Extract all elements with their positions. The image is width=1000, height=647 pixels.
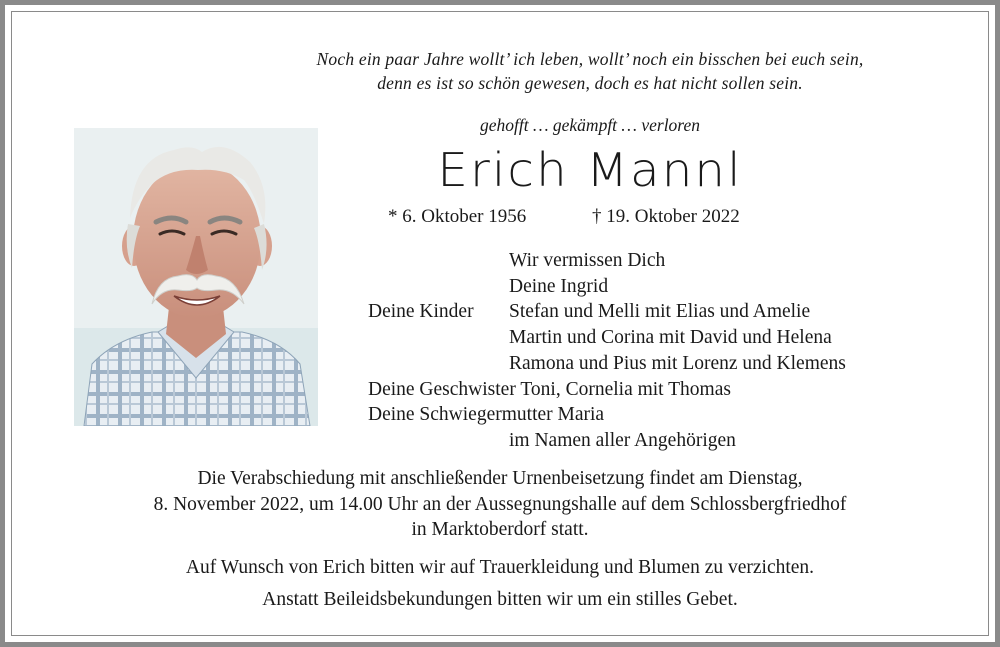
portrait-photo xyxy=(74,128,318,426)
family-request xyxy=(40,552,960,616)
mourner-label-empty xyxy=(368,325,509,351)
mourner-intro: Wir vermissen Dich xyxy=(509,250,666,271)
verse-line: denn es ist so schön gewesen, doch es hat nicht sollen sein. xyxy=(377,73,803,93)
mourner-closing: im Namen aller Angehörigen xyxy=(509,429,736,451)
mourner-label-empty xyxy=(368,428,509,454)
funeral-notice xyxy=(40,466,960,543)
child-family: Martin und Corina mit David und Helena xyxy=(509,327,832,349)
mourner-label-empty xyxy=(368,248,509,274)
deceased-name: Erich Mannl xyxy=(437,143,743,197)
mourner-label-empty xyxy=(368,351,509,377)
poem-verse xyxy=(230,47,950,95)
mourners-list xyxy=(368,248,928,454)
mourner-row xyxy=(368,377,928,403)
portrait-illustration xyxy=(74,128,318,426)
child-family: Stefan und Melli mit Elias und Amelie xyxy=(509,301,811,323)
death-date: † 19. Oktober 2022 xyxy=(592,206,740,227)
mourner-row xyxy=(368,299,928,325)
mourner-row xyxy=(368,351,928,377)
children-label: Deine Kinder xyxy=(368,301,474,323)
mother-in-law: Deine Schwiegermutter Maria xyxy=(368,404,605,426)
siblings-names: Toni, Cornelia mit Thomas xyxy=(520,378,731,400)
funeral-line: Die Verabschiedung mit anschließender Urnenbeisetzung findet am Dienstag, xyxy=(197,468,803,489)
motto: gehofft … gekämpft … verloren xyxy=(479,115,700,135)
request-line: Auf Wunsch von Erich bitten wir auf Trauerkleidung und Blumen zu verzichten. xyxy=(185,557,815,578)
funeral-line: 8. November 2022, um 14.00 Uhr an der Aussegnungshalle auf dem Schlossbergfriedhof xyxy=(153,493,847,515)
mourner-label-empty xyxy=(368,274,509,300)
verse-line: Noch ein paar Jahre wollt’ ich leben, wollt’ noch ein bisschen bei euch sein, xyxy=(316,49,864,69)
siblings-label: Deine Geschwister xyxy=(368,378,516,400)
birth-date: * 6. Oktober 1956 xyxy=(388,206,527,227)
mourner-partner: Deine Ingrid xyxy=(509,275,609,297)
mourner-row xyxy=(368,325,928,351)
mourner-row xyxy=(368,248,928,274)
funeral-line: in Marktoberdorf statt. xyxy=(411,519,589,540)
child-family: Ramona und Pius mit Lorenz und Klemens xyxy=(509,352,846,374)
mourner-row xyxy=(368,428,928,454)
request-line: Anstatt Beileidsbekundungen bitten wir um ein stilles Gebet. xyxy=(262,589,738,610)
mourner-row xyxy=(368,274,928,300)
